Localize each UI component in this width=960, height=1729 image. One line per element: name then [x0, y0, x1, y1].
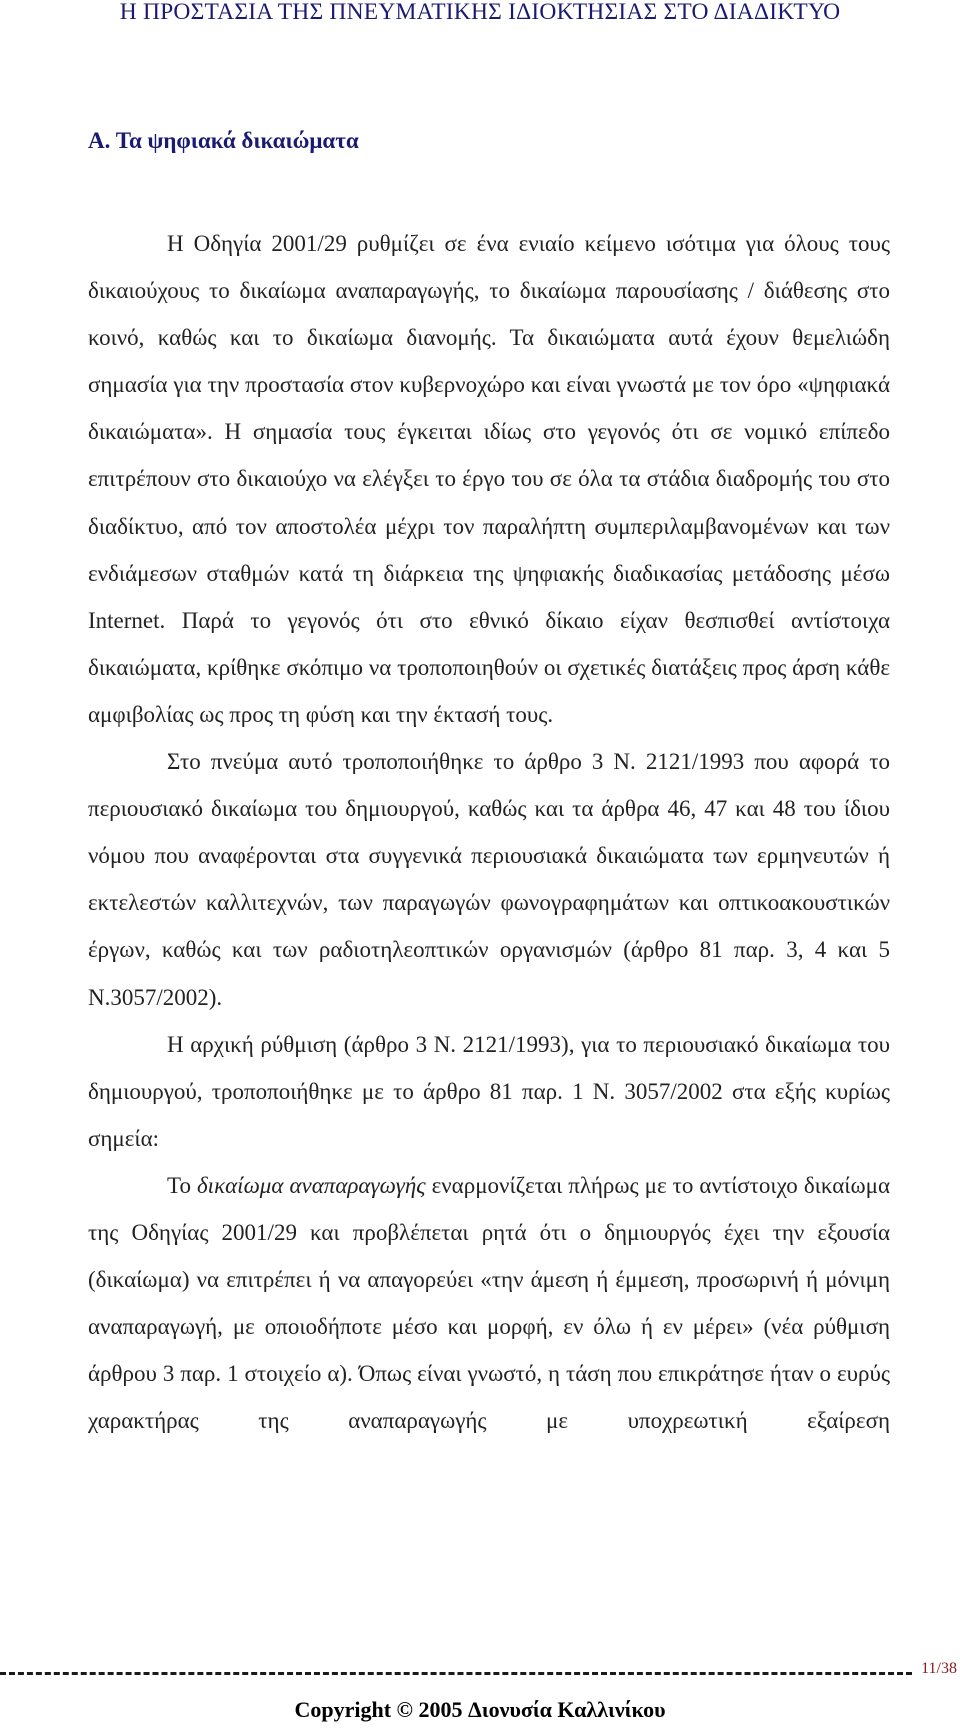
reproduction-right-term: δικαίωμα αναπαραγωγής	[196, 1172, 426, 1198]
page-number: 11/38	[921, 1660, 957, 1677]
paragraph-article-3-amendment: Στο πνεύμα αυτό τροποποιήθηκε το άρθρο 3 Ν. 2121/1993 που αφορά το περιουσιακό δικαίωμα του δημιουργού, καθώς και τα άρθρα 46, 47 και 48 του ίδιου νόμου που αναφέρονται στα συγγενικά περιουσιακά δικαιώματα των ερμηνευτών ή εκτελεστών καλλιτεχνών, των παραγωγών φωνογραφημάτων και οπτικοακουστικών έργων, καθώς και των ραδιοτηλεοπτικών οργανισμών (άρθρο 81 παρ. 3, 4 και 5 Ν.3057/2002).	[88, 749, 890, 1010]
paragraph-digital-rights-directive: Η Οδηγία 2001/29 ρυθμίζει σε ένα ενιαίο κείμενο ισότιμα για όλους τους δικαιούχους το δικαίωμα αναπαραγωγής, το δικαίωμα παρουσίασης / διάθεσης στο κοινό, καθώς και το δικαίωμα διανομής. Τα δικαιώματα αυτά έχουν θεμελιώδη σημασία για την προστασία στον κυβερνοχώρο και είναι γνωστά με τον όρο «ψηφιακά δικαιώματα». Η σημασία τους έγκειται ιδίως στο γεγονός ότι σε νομικό επίπεδο επιτρέπουν στο δικαιούχο να ελέγξει το έργο του σε όλα τα στάδια διαδρομής του στο διαδίκτυο, από τον αποστολέα μέχρι τον παραλήπτη συμπεριλαμβανομένων και των ενδιάμεσων σταθμών κατά τη διάρκεια της ψηφιακής διαδικασίας μετάδοσης μέσω Internet. Παρά το γεγονός ότι στο εθνικό δίκαιο είχαν θεσπισθεί αντίστοιχα δικαιώματα, κρίθηκε σκόπιμο να τροποποιηθούν οι σχετικές διατάξεις προς άρση κάθε αμφιβολίας ως προς τη φύση και την έκτασή τους.	[88, 231, 890, 727]
running-header: Η ΠΡΟΣΤΑΣΙΑ ΤΗΣ ΠΝΕΥΜΑΤΙΚΗΣ ΙΔΙΟΚΤΗΣΙΑΣ ΣΤΟ ΔΙΑΔΙΚΤΥΟ	[119, 0, 841, 25]
footer-dashed-rule	[0, 1672, 912, 1675]
paragraph-reproduction-right-lead: Το	[167, 1172, 197, 1198]
document-body	[88, 220, 890, 1444]
paragraph-reproduction-right	[88, 1162, 890, 1445]
footer-rule-row	[0, 1660, 960, 1690]
copyright-footer: Copyright © 2005 Διονυσία Καλλινίκου	[294, 1697, 666, 1722]
section-title: Α. Τα ψηφιακά δικαιώματα	[88, 128, 359, 153]
paragraph-reproduction-right-rest: εναρμονίζεται πλήρως με το αντίστοιχο δικαίωμα της Οδηγίας 2001/29 και προβλέπεται ρητά ότι ο δημιουργός έχει την εξουσία (δικαίωμα) να επιτρέπει ή να απαγορεύει «την άμεση ή έμμεση, προσωρινή ή μόνιμη αναπαραγωγή, με οποιοδήποτε μέσο και μορφή, εν όλω ή εν μέρει» (νέα ρύθμιση άρθρου 3 παρ. 1 στοιχείο α). Όπως είναι γνωστό, η τάση που επικράτησε ήταν ο ευρύς χαρακτήρας της αναπαραγωγής με υποχρεωτική εξαίρεση	[88, 1172, 890, 1434]
paragraph-original-regulation: Η αρχική ρύθμιση (άρθρο 3 Ν. 2121/1993), για το περιουσιακό δικαίωμα του δημιουργού, τροποποιήθηκε με το άρθρο 81 παρ. 1 Ν. 3057/2002 στα εξής κυρίως σημεία:	[88, 1031, 890, 1151]
